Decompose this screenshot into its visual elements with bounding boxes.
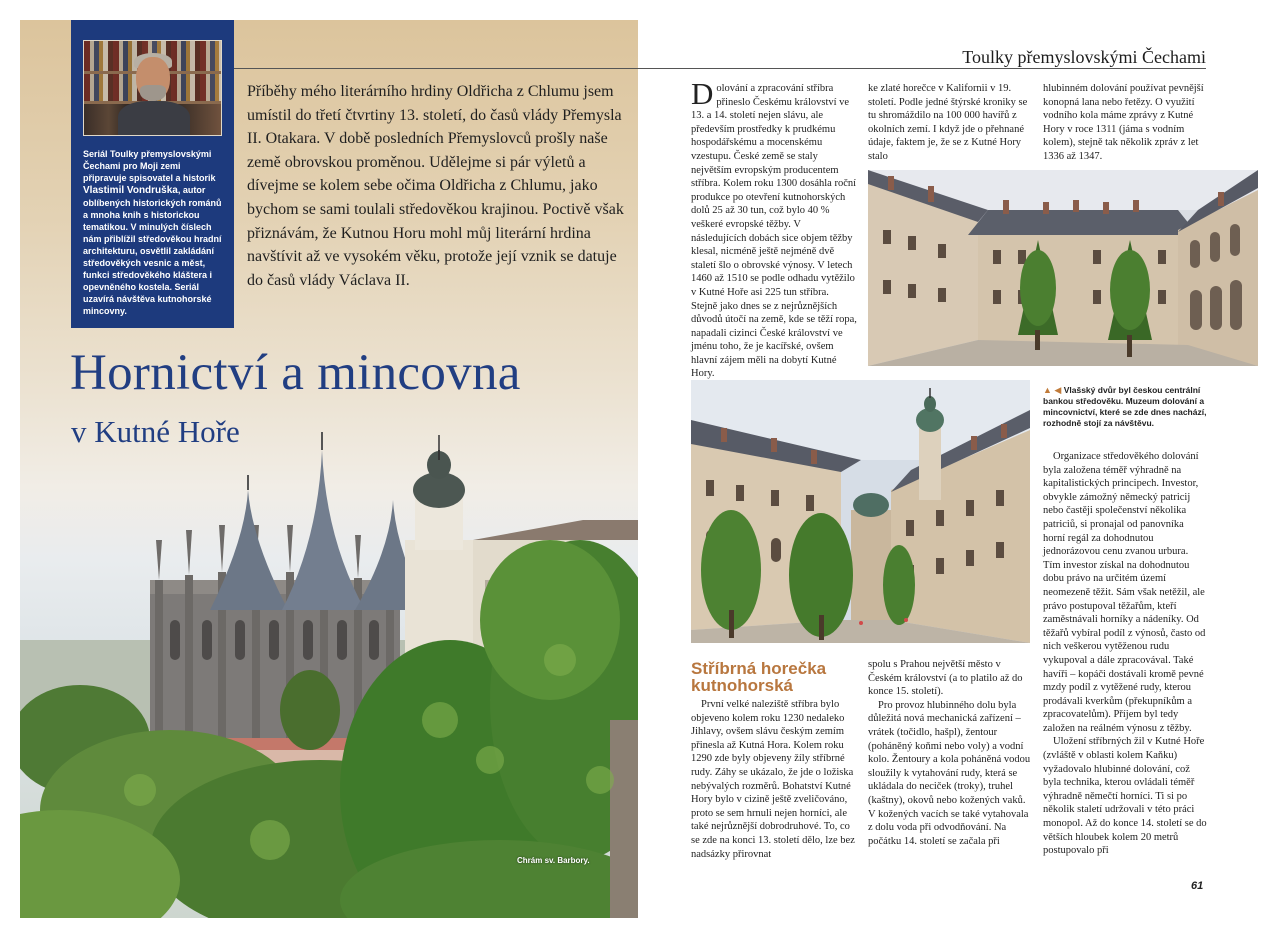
left-page [20,20,638,918]
article-title: Hornictví a mincovna [70,345,521,401]
article-subtitle: v Kutné Hoře [71,414,240,449]
drop-cap: D [691,76,714,111]
caption-marker-icon: ▲ ◀ [1043,385,1062,395]
text-column-4: Organizace středověkého dolování byla založena téměř výhradně na kapitalistických principech. Investor, obvykle zámožný německý patricij nebo častěji společenství několika patriciů, si pronajal od panovníka horní regál za dohodnutou jednorázovou cenu zvanou urbura. Tím investor získal na dohodnutou dobu právo na určitém území neomezeně těžit. Sám však netěžil, ale právo postupoval těžařům, kteří zaměstnávali horníky a nádeníky. Od těžařů vybíral podíl z výnosů, často od nich veškerou vytěženou rudu vykupoval a dále zpracovával. Také havíři – kopáči dostávali kromě pevné mzdy podíl z vytěžené rudy, kterou prodávali kverkům (překupníkům a zpracovatelům). Příjem byl tedy založen na reálném výnosu z těžby. Uložení stříbrných žil v Kutné Hoře (zvláště v oblasti kolem Kaňku) vyžadovalo hlubinné dolování, což byla technika, kterou ovládali téměř výhradně němečtí horníci. Ti si po několik staletí udržovali v této práci monopol. Až do konce 14. století se do větších hloubek kolem 20 metrů postupovalo při [1043,451,1207,857]
text-column-2: ke zlaté horečce v Kalifornii v 19. století. Podle jedné štýrské kroniky se tu shromáždilo na 100 000 havířů z okolních zemí. I když jde o přehnané údaje, faktem je, že se z Kutné Hory stalo [868,83,1028,162]
church-photo-caption: Chrám sv. Barbory. [517,856,590,865]
section-heading: Stříbrná horečka kutnohorská [691,659,827,695]
text-column-6: spolu s Prahou největší město v Českém království (a to platilo až do konce 15. století). Pro provoz hlubinného dolu byla důležitá nová mechanická zařízení – vrátek (točidlo, hašpl), žentour (poháněný koňmi nebo voly) a vodní kolo. Žentoury a kola poháněná vodou sloužily k vytahování rudy, která se ukládala do neciček (troky), truhel (kaštny), okovů nebo kožených vaků. V kožených vacích se také vytahovala z dolu voda při odvodňování. Na počátku 14. století se začala při [868,659,1031,847]
page-number: 61 [1191,880,1204,892]
courtyard-caption: ▲ ◀ Vlašský dvůr byl českou centrální bankou středověku. Muzeum dolování a mincovnictví, které se zde dnes nachází, rozhodně stojí za návštěvu. [1043,385,1207,428]
text-column-5: První velké naleziště stříbra bylo objeveno kolem roku 1230 nedaleko Jihlavy, ovšem slávu českým zemím přinesla až Kutná Hora. Kolem roku 1290 zde byly objeveny žíly stříbrné rudy. Záhy se ukázalo, že jde o ložiska nebývalých rozměrů. Bohatství Kutné Hory bylo v cizině ještě zveličováno, proto se sem hrnuli nejen horníci, ale také nejrůznější dobrodruhové. To, co se zde na konci 13. století dělo, lze bez nadsázky přirovnat [691,699,855,860]
text-column-1: Dolování a zpracování stříbra přineslo Českému království ve 13. a 14. století nejen slávu, ale především prostředky k prudkému hospodářskému a mocenskému vzestupu. České země se staly největším evropským producentem stříbra. Kolem roku 1300 dosáhla roční produkce po otevření kutnohorských dolů 25 až 30 tun, což bylo 40 % veškeré evropské těžby. V následujících dobách sice objem těžby klesal, nicméně ještě nejméně dvě staletí šlo o obrovské výnosy. V letech 1460 až 1510 se podle odhadu vytěžilo v Kutné Hoře asi 225 tun stříbra. Stejně jako dnes se z nejrůznějších důvodů útočí na země, kde se těží ropa, napadali cizinci České království ve jménu toho, že je kacířské, ovšem hlavní zájem měli na dobytí Kutné Hory. [691,76,857,380]
header-rule [234,68,1206,69]
author-box [71,20,234,328]
courtyard-photo-2 [691,380,1030,643]
author-bio: Seriál Toulky přemyslovskými Čechami pro Moji zemi připravuje spisovatel a historik Vlastimil Vondruška, autor oblíbených historických románů a mnoha knih s historickou tematikou. V minulých číslech nám přiblížil středověkou hradní architekturu, osvětlil zakládání středověkých vesnic a měst, funkci středověkého kláštera i opevněného kostela. Seriál uzavírá návštěva kutnohorské mincovny. [83,149,222,316]
running-header: Toulky přemyslovskými Čechami [962,47,1206,67]
author-photo [83,40,222,136]
courtyard-photo-1 [868,170,1258,366]
intro-text: Příběhy mého literárního hrdiny Oldřicha z Chlumu jsem umístil do třetí čtvrtiny 13. století, do časů vlády Přemysla II. Otakara. V době posledních Přemyslovců prošly naše země obrovskou proměnou. Udělejme si pár výletů a dívejme se kolem sebe očima Oldřicha z Chlumu, jako bychom se sami toulali středověkou krajinou. Poctivě však přiznávám, že Kutnou Horu mohl můj literární hrdina navštívit až ve vysokém věku, protože její vznik se datuje do časů vlády Václava II. [247,83,624,289]
author-name: Vlastimil Vondruška [83,185,178,196]
text-column-3: hlubinném dolování používat pevnější konopná lana nebo řetězy. O využití vodního kola máme zprávy z Kutné Hory v roce 1311 (jáma s vodním kolem), stejně tak několik zpráv z let 1336 až 1347. [1043,83,1204,162]
